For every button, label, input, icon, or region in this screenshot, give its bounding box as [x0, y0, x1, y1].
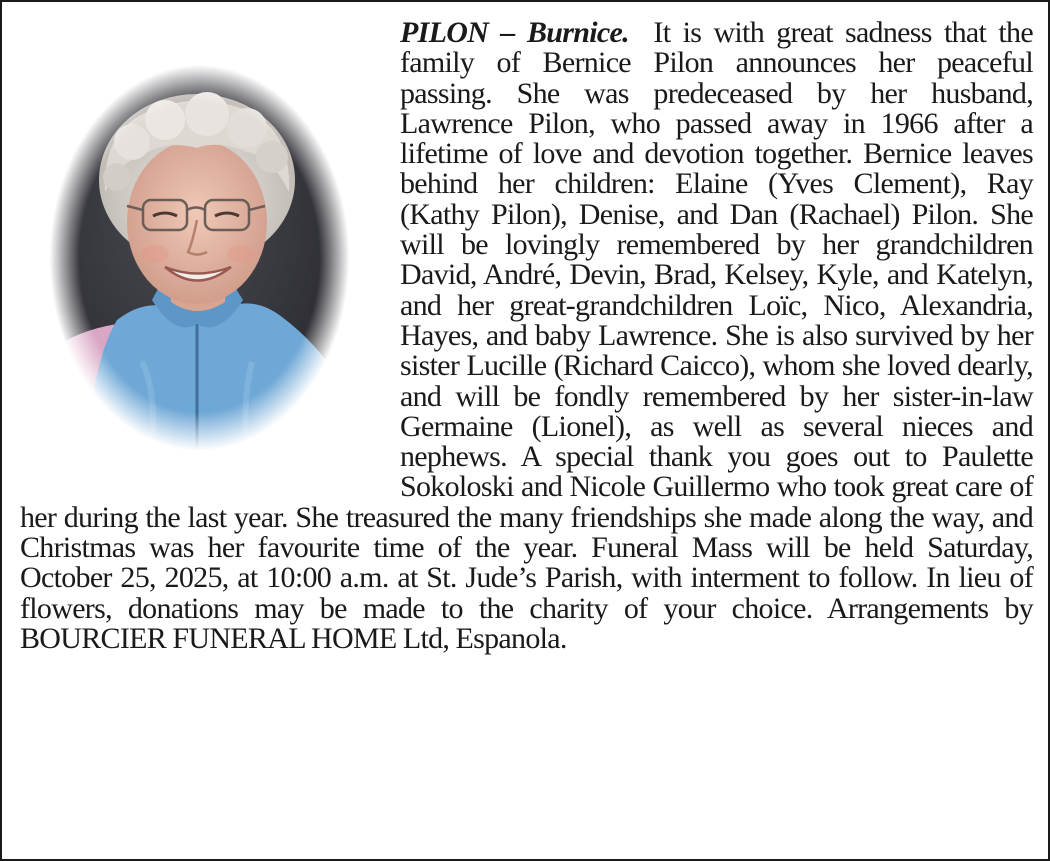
obituary-body [20, 18, 1033, 654]
deceased-name-heading: PILON – Burnice. [400, 16, 629, 49]
obituary-text: It is with great sadness that the family of Bernice Pilon announces her peaceful passing. She was predeceased by her husband, Lawrence Pilon, who passed away in 1966 after a lifetime of love and devotion together. Bernice leaves behind her children: Elaine (Yves Clement), Ray (Kathy Pilon), Denise, and Dan (Rachael) Pilon. She will be lovingly remembered by her grandchildren David, André, Devin, Brad, Kelsey, Kyle, and Katelyn, and her great-grandchildren Loïc, Nico, Alexandria, Hayes, and baby Lawrence. She is also survived by her sister Lucille (Richard Caicco), whom she loved dearly, and will be fondly remembered by her sister-in-law Germaine (Lionel), as well as several nieces and nephews. A special thank you goes out to Paulette Sokoloski and Nicole Guillermo who took great care of her during the last year. She treasured the many friendships she made along the way, and Christmas was her favourite time of the year. Funeral Mass will be held Saturday, October 25, 2025, at 10:00 a.m. at St. Jude’s Parish, with interment to follow. In lieu of flowers, donations may be made to the charity of your choice. Arrangements by BOURCIER FUNERAL HOME Ltd, Espanola. [20, 16, 1033, 655]
